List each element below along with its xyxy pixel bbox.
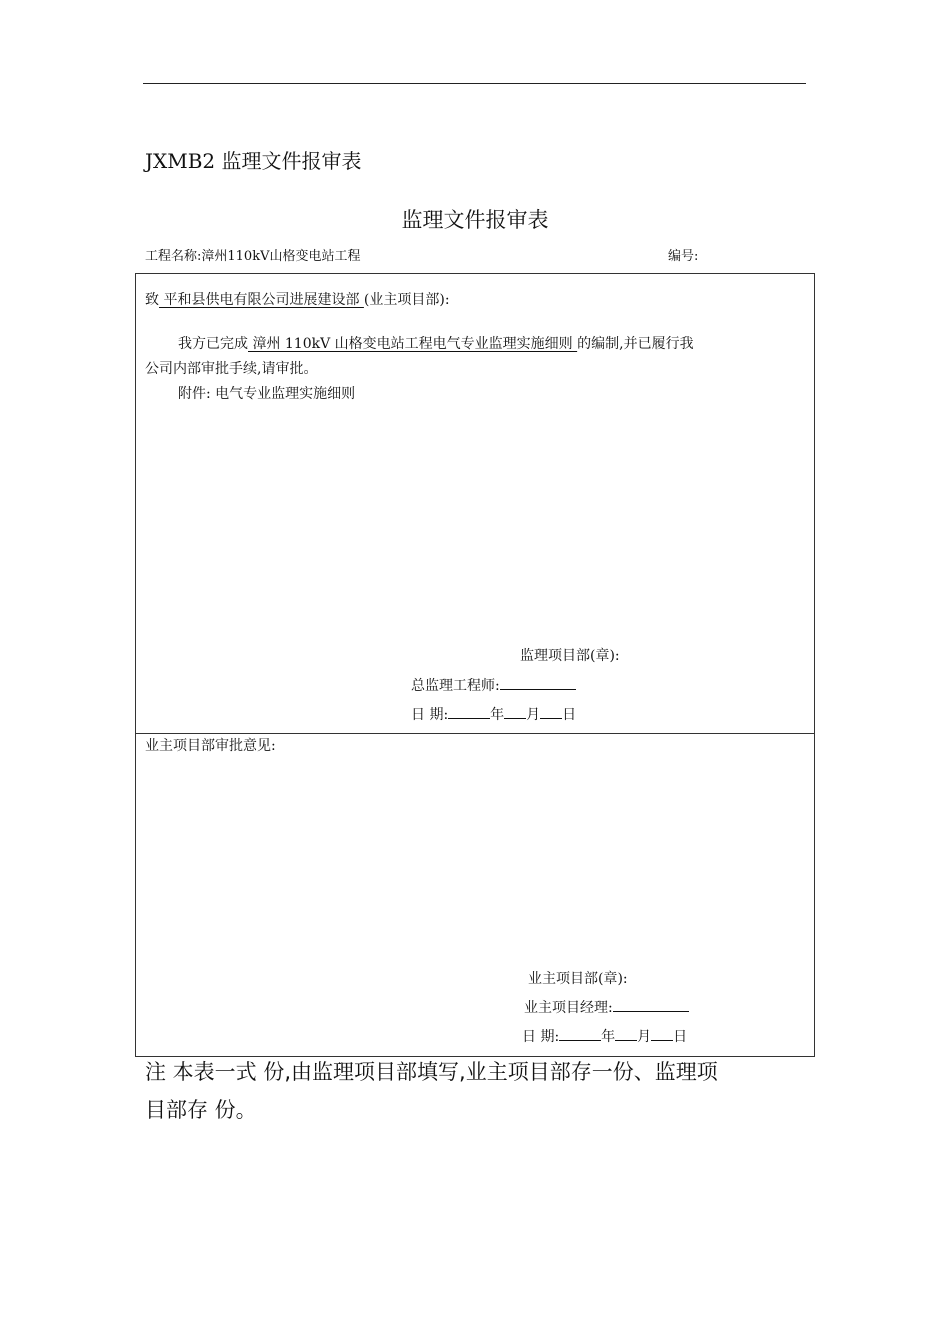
year-blank <box>559 1026 601 1041</box>
owner-manager-signature-blank <box>613 997 689 1012</box>
body-prefix: 我方已完成 <box>178 336 248 352</box>
chief-engineer-line <box>411 675 576 695</box>
day-label: 日 <box>673 1029 688 1045</box>
year-label: 年 <box>601 1029 616 1045</box>
month-label: 月 <box>637 1029 652 1045</box>
owner-stamp-label: 业主项目部(章): <box>528 971 628 987</box>
recipient-name: 平和县供电有限公司进展建设部 <box>159 292 364 308</box>
approval-section <box>135 733 815 1057</box>
chief-engineer-label: 总监理工程师: <box>411 678 500 694</box>
body-line-1 <box>178 333 694 353</box>
chief-engineer-signature-blank <box>500 675 576 690</box>
supervision-stamp-label: 监理项目部(章): <box>520 648 620 664</box>
year-blank <box>448 704 490 719</box>
supervision-date-line <box>411 704 576 724</box>
day-label: 日 <box>562 707 577 723</box>
day-blank <box>651 1026 673 1041</box>
project-name-field <box>145 245 360 264</box>
submission-section <box>135 273 815 734</box>
number-field: 编号: <box>668 249 699 264</box>
to-prefix: 致 <box>145 292 159 308</box>
month-label: 月 <box>526 707 541 723</box>
project-name-value: 漳州110kV山格变电站工程 <box>201 249 361 264</box>
owner-date-line <box>522 1026 687 1046</box>
document-name: 漳州 110kV 山格变电站工程电气专业监理实施细则 <box>248 336 578 352</box>
note-line-1: 注 本表一式 份,由监理项目部填写,业主项目部存一份、监理项 <box>145 1060 718 1084</box>
owner-manager-line <box>524 997 689 1017</box>
form-code-title: JXMB2 监理文件报审表 <box>145 149 362 173</box>
month-blank <box>615 1026 637 1041</box>
year-label: 年 <box>490 707 505 723</box>
date-label: 日 期: <box>522 1029 560 1045</box>
header-rule <box>143 83 806 84</box>
recipient-line <box>145 289 450 309</box>
day-blank <box>540 704 562 719</box>
body-suffix: 的编制,并已履行我 <box>577 336 694 352</box>
form-title: 监理文件报审表 <box>401 208 549 232</box>
date-label: 日 期: <box>411 707 449 723</box>
body-line-2: 公司内部审批手续,请审批。 <box>145 361 318 377</box>
note-line-2: 目部存 份。 <box>145 1098 257 1122</box>
month-blank <box>504 704 526 719</box>
attachment-line: 附件: 电气专业监理实施细则 <box>178 386 356 402</box>
approval-opinion-label: 业主项目部审批意见: <box>145 738 276 754</box>
to-suffix: (业主项目部): <box>363 292 450 308</box>
project-label: 工程名称: <box>145 249 202 264</box>
owner-manager-label: 业主项目经理: <box>524 1000 613 1016</box>
